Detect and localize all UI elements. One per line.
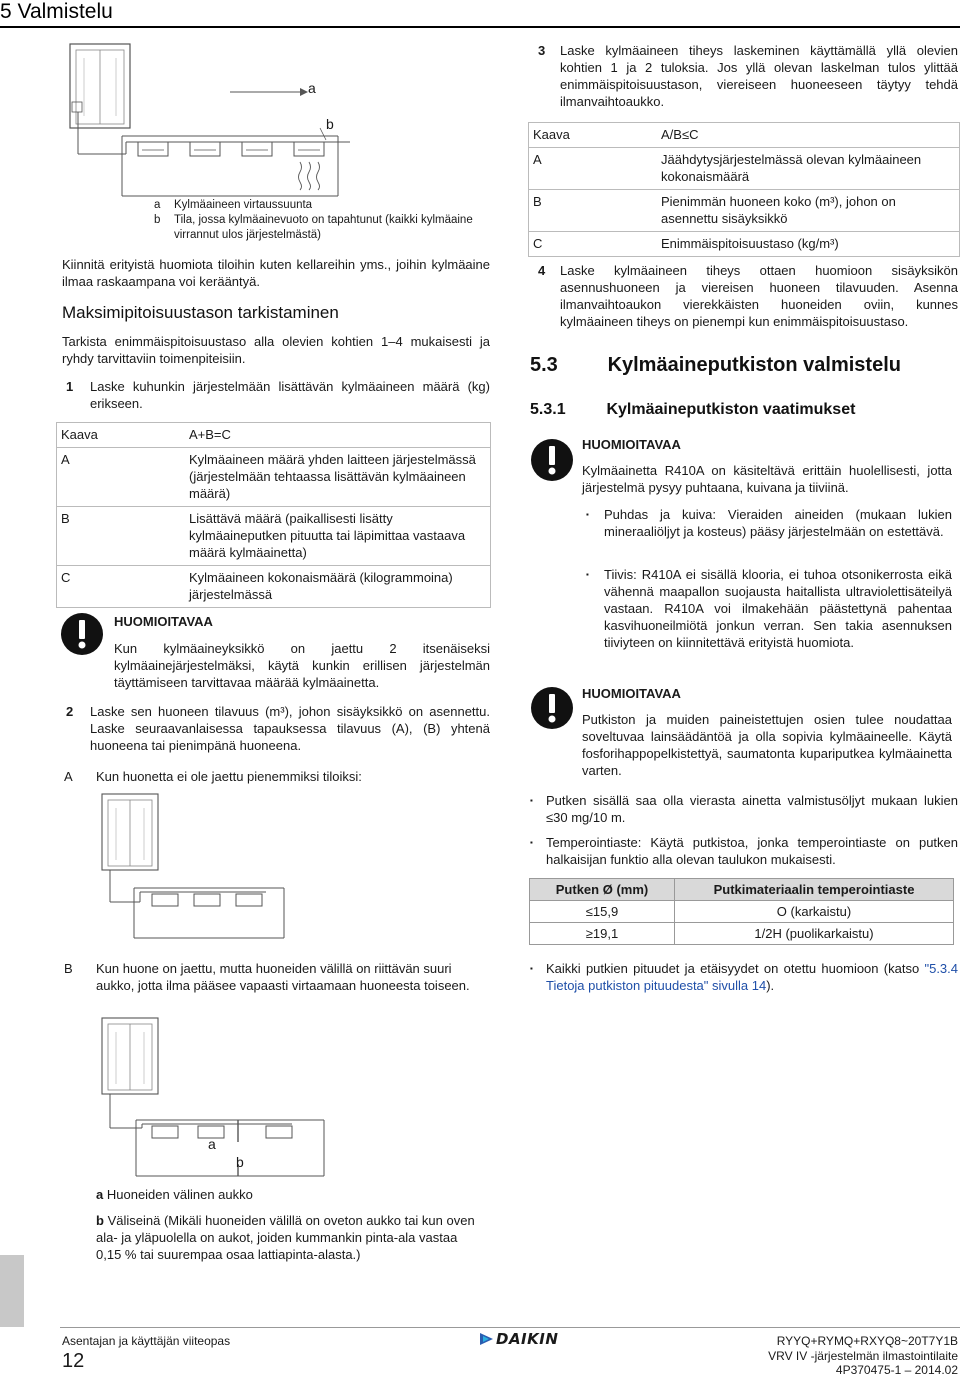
case-a-diagram bbox=[96, 792, 286, 945]
case-a-diagram-svg bbox=[96, 792, 286, 942]
legend-text: Tila, jossa kylmäainevuoto on tapahtunut (kaikki kylmäaine virrannut ulos järjestelmästä) bbox=[174, 214, 473, 241]
warning-title: HUOMIOITAVAA bbox=[582, 437, 681, 452]
bullet-text: Putken sisällä saa olla vierasta ainetta valmistusöljyt mukaan lukien ≤30 mg/10 m. bbox=[546, 793, 958, 825]
legend-key: b bbox=[96, 1213, 104, 1228]
table-row bbox=[530, 923, 954, 945]
formula-key: B bbox=[57, 507, 186, 566]
case-b-diagram-svg bbox=[96, 1016, 326, 1180]
case-a-key: A bbox=[64, 769, 73, 784]
figure1-label-a: a bbox=[308, 80, 316, 96]
list-item bbox=[530, 834, 958, 868]
brand-name: DAIKIN bbox=[496, 1330, 559, 1348]
footer-product: VRV IV -järjestelmän ilmastointilaite bbox=[768, 1349, 958, 1363]
paragraph-check: Tarkista enimmäispitoisuustaso alla olevien kohtien 1–4 mukaisesti ja ryhdy tarvittaviin toimenpiteisiin. bbox=[62, 334, 490, 366]
title-rule bbox=[0, 26, 960, 28]
legend-text: Väliseinä (Mikäli huoneiden välillä on oveton aukko tai kun oven ala- ja yläpuolella on aukot, joiden kummankin pinta-ala vastaa 0,15 % tai suurempaa osaa lattiapinta-alasta.) bbox=[96, 1213, 475, 1262]
bullet-marker: ▪ bbox=[586, 570, 589, 579]
formula-key: B bbox=[529, 190, 658, 232]
formula-key: C bbox=[57, 566, 186, 608]
table-cell: O (karkaistu) bbox=[675, 901, 954, 923]
warning-icon bbox=[530, 438, 574, 485]
footer-guide-title: Asentajan ja käyttäjän viiteopas bbox=[62, 1334, 231, 1348]
step-text: Laske kylmäaineen tiheys ottaen huomioon sisäyksikön asennushuoneen ja viereisen huoneen tilavuuden. Asenna ilmanvaihtoaukon vierekkäisten huoneiden oviin, kunnes kylmäaineen tiheys on pienempi kun enimmäispitoisuustaso. bbox=[560, 263, 958, 329]
column-header: Putken Ø (mm) bbox=[530, 879, 675, 901]
bullet-text: Puhdas ja kuiva: Vieraiden aineiden (mukaan lukien mineraaliöljyt ja kosteus) pääsy järjestelmään on estettävä. bbox=[604, 507, 952, 539]
step-2 bbox=[66, 703, 490, 754]
formula-table-1 bbox=[56, 422, 491, 608]
table-row bbox=[529, 232, 960, 257]
legend-key: a bbox=[96, 1187, 104, 1202]
warning-text: Putkiston ja muiden paineistettujen osien tulee noudattaa soveltuvaa lainsäädäntöä ja olla sopivia kylmäaineelle. Käytä fosforihappopelkistettyä, saumatonta kupariputkea kylmäainetta varten. bbox=[582, 712, 952, 778]
table-row bbox=[57, 423, 491, 448]
step-number: 1 bbox=[66, 379, 74, 394]
formula-value: Jäähdytysjärjestelmässä olevan kylmäaineen kokonaismäärä bbox=[657, 148, 960, 190]
legend-item bbox=[154, 198, 494, 213]
table-cell: ≥19,1 bbox=[530, 923, 675, 945]
figure-b-label-a: a bbox=[208, 1136, 216, 1152]
bullet-marker: ▪ bbox=[530, 964, 533, 973]
bullet-marker: ▪ bbox=[586, 510, 589, 519]
warning-title: HUOMIOITAVAA bbox=[114, 614, 213, 629]
footer-doc-number: 4P370475-1 – 2014.02 bbox=[835, 1363, 958, 1377]
step-number: 2 bbox=[66, 704, 74, 719]
case-b-diagram bbox=[96, 1016, 326, 1183]
formula-key: Kaava bbox=[57, 423, 186, 448]
leak-diagram bbox=[60, 36, 490, 198]
figure-b-label-b: b bbox=[236, 1154, 244, 1170]
chapter-side-tab bbox=[0, 1255, 24, 1327]
formula-value: Enimmäispitoisuustaso (kg/m³) bbox=[657, 232, 960, 257]
daikin-logo bbox=[478, 1330, 558, 1348]
formula-key: Kaava bbox=[529, 123, 658, 148]
table-row bbox=[529, 123, 960, 148]
formula-value: Kylmäaineen määrä yhden laitteen järjestelmässä (järjestelmään tehtaassa lisättävän kylmäaineen määrä) bbox=[185, 448, 491, 507]
legend-text: Huoneiden välinen aukko bbox=[106, 1187, 253, 1202]
pipe-temper-table bbox=[529, 878, 954, 945]
formula-value: A+B=C bbox=[185, 423, 491, 448]
legend-key: b bbox=[154, 214, 161, 226]
formula-value: Pienimmän huoneen koko (m³), johon on asennettu sisäyksikkö bbox=[657, 190, 960, 232]
figure1-legend bbox=[154, 198, 494, 243]
warning-title: HUOMIOITAVAA bbox=[582, 686, 681, 701]
list-item bbox=[530, 960, 958, 994]
step-3 bbox=[538, 42, 958, 110]
table-cell: 1/2H (puolikarkaistu) bbox=[675, 923, 954, 945]
bullet-marker: ▪ bbox=[530, 838, 533, 847]
warning-icon bbox=[530, 686, 574, 733]
formula-table-2 bbox=[528, 122, 960, 257]
section-title: Kylmäaineputkiston vaatimukset bbox=[606, 401, 856, 418]
figure-b-legend-b bbox=[96, 1212, 486, 1263]
warning-text: Kun kylmäaineyksikkö on jaettu 2 itsenäiseksi kylmäainejärjestelmäksi, käytä kunkin erillisen järjestelmän täyttämiseen tarvittavaa määrää kylmäainetta. bbox=[114, 641, 490, 690]
table-row bbox=[57, 448, 491, 507]
bullet-text-pre: Kaikki putkien pituudet ja etäisyydet on otettu huomioon (katso bbox=[546, 961, 925, 976]
warning-icon bbox=[60, 612, 104, 659]
legend-key: a bbox=[154, 199, 161, 211]
bullet-text: Tiivis: R410A ei sisällä klooria, ei tuhoa otsonikerrosta eikä vähennä maapallon suojausta haitallista ultraviolettisäteilyä vastaan. R410A voi ilmakehään päästettynä pahentaa kasvihuoneilmiötä jonkun verran. Sen takia asennuksen tiiviyteen on kiinnitettävä erityistä huomiota. bbox=[604, 567, 952, 650]
section-5-3-heading bbox=[530, 354, 901, 377]
case-b-text: Kun huone on jaettu, mutta huoneiden välillä on riittävän suuri aukko, jotta ilma pääsee vapaasti virtaamaan huoneesta toiseen. bbox=[96, 961, 470, 993]
footer-model: RYYQ+RYMQ+RXYQ8~20T7Y1B bbox=[776, 1334, 958, 1348]
page-title: 5 Valmistelu bbox=[0, 0, 113, 23]
warning-bullet bbox=[586, 566, 952, 651]
step-text: Laske kylmäaineen tiheys laskeminen käyttämällä yllä olevien kohtien 1 ja 2 tuloksia. Jos yllä olevan laskelman tulos ylittää enimmäispitoisuustason, viereiseen huoneeseen täytyy tehdä ilmanvaihtoaukko. bbox=[560, 43, 958, 109]
warning-bullet bbox=[586, 506, 952, 540]
case-a-text: Kun huonetta ei ole jaettu pienemmiksi tiloiksi: bbox=[96, 769, 362, 784]
cross-reference-link[interactable]: "5.3.4 Tietoja putkiston pituudesta" sivulla 14 bbox=[546, 961, 958, 993]
step-text: Laske sen huoneen tilavuus (m³), johon sisäyksikkö on asennettu. Laske seuraavanlaisessa tapauksessa tilavuus (A), (B) yhtenä huoneena tai pienimpänä huoneena. bbox=[90, 704, 490, 753]
column-header: Putkimateriaalin temperointiaste bbox=[675, 879, 954, 901]
footer-rule bbox=[60, 1327, 960, 1328]
section-number: 5.3.1 bbox=[530, 401, 566, 418]
step-number: 4 bbox=[538, 263, 546, 278]
case-b-key: B bbox=[64, 961, 73, 976]
daikin-logo-mark bbox=[478, 1332, 494, 1346]
formula-value: Lisättävä määrä (paikallisesti lisätty kylmäaineputken pituutta tai läpimittaa vastaava määrä kylmäainetta) bbox=[185, 507, 491, 566]
legend-item bbox=[154, 213, 494, 243]
section-title: Kylmäaineputkiston valmistelu bbox=[607, 354, 901, 376]
table-header-row bbox=[530, 879, 954, 901]
table-row bbox=[57, 507, 491, 566]
table-row bbox=[530, 901, 954, 923]
table-cell: ≤15,9 bbox=[530, 901, 675, 923]
bullet-text bbox=[546, 960, 958, 994]
section-number: 5.3 bbox=[530, 354, 558, 376]
warning-text: Kylmäainetta R410A on käsiteltävä erittäin huolellisesti, jotta järjestelmä pysyy puhtaana, kuivana ja tiiviinä. bbox=[582, 463, 952, 495]
formula-value: Kylmäaineen kokonaismäärä (kilogrammoina) järjestelmässä bbox=[185, 566, 491, 608]
list-item bbox=[530, 792, 958, 826]
step-text: Laske kuhunkin järjestelmään lisättävän kylmäaineen määrä (kg) erikseen. bbox=[90, 379, 490, 411]
figure-b-legend-a bbox=[96, 1186, 486, 1203]
section-5-3-1-heading bbox=[530, 401, 855, 419]
formula-key: A bbox=[57, 448, 186, 507]
step-4 bbox=[538, 262, 958, 330]
page-number: 12 bbox=[62, 1350, 85, 1372]
formula-value: A/B≤C bbox=[657, 123, 960, 148]
bullet-marker: ▪ bbox=[530, 796, 533, 805]
table-row bbox=[57, 566, 491, 608]
figure1-label-b: b bbox=[326, 116, 334, 132]
formula-key: A bbox=[529, 148, 658, 190]
bullet-text: Temperointiaste: Käytä putkistoa, jonka temperointiaste on putken halkaisijan funktio alla olevan taulukon mukaisesti. bbox=[546, 835, 958, 867]
bullet-text-post: ). bbox=[766, 978, 775, 993]
step-number: 3 bbox=[538, 43, 546, 58]
heading-max-level: Maksimipitoisuustason tarkistaminen bbox=[62, 303, 339, 322]
table-row bbox=[529, 190, 960, 232]
legend-text: Kylmäaineen virtaussuunta bbox=[174, 199, 313, 211]
paragraph-attach: Kiinnitä erityistä huomiota tiloihin kuten kellareihin yms., joihin kylmäaine ilmaa raskaampana voi kerääntyä. bbox=[62, 257, 490, 289]
formula-key: C bbox=[529, 232, 658, 257]
step-1 bbox=[66, 378, 490, 412]
table-row bbox=[529, 148, 960, 190]
leak-diagram-svg bbox=[60, 36, 490, 198]
